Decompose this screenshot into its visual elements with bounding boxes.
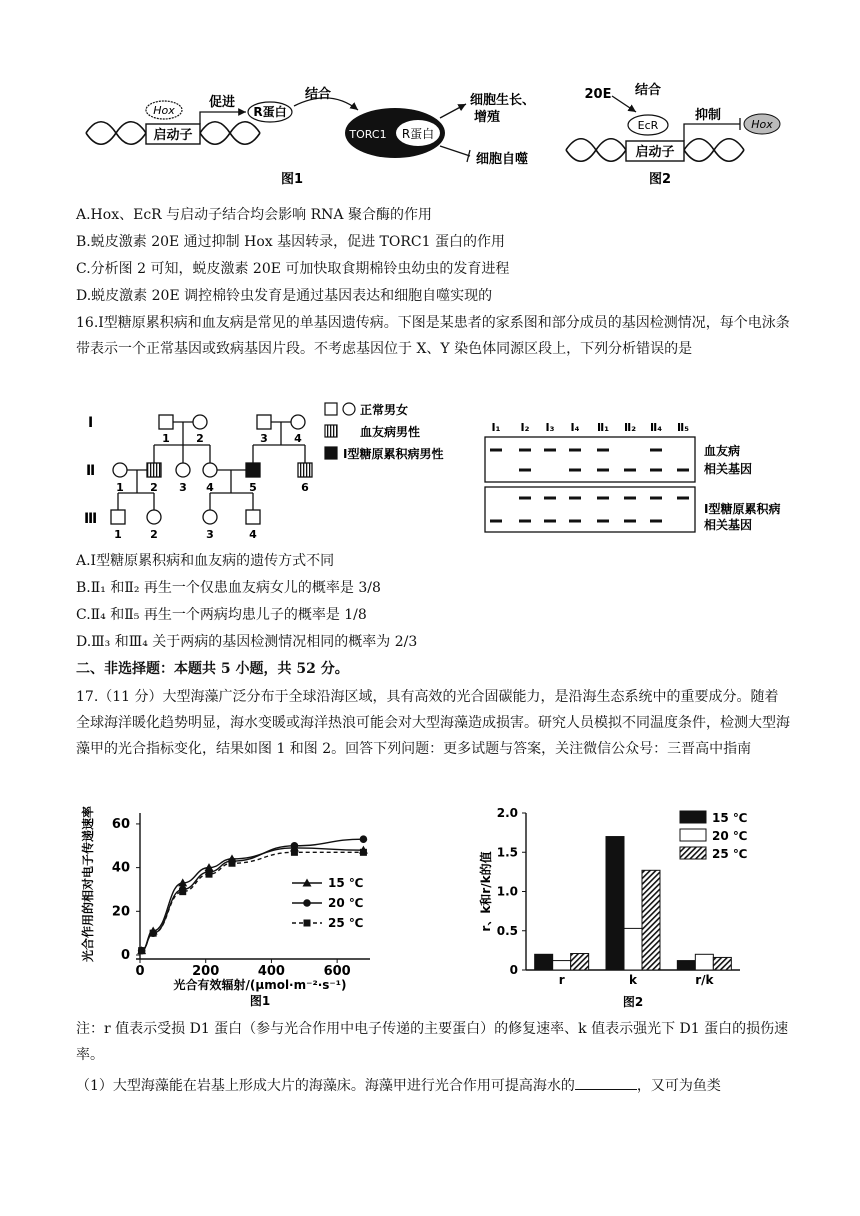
chart-caption: 图2: [622, 995, 644, 1009]
ped-II1-num: 1: [116, 481, 124, 494]
ped-II2-num: 2: [150, 481, 158, 494]
legend-label: 15 ℃: [712, 811, 748, 825]
legend-swatch: [680, 811, 706, 823]
q17-stem: 17.（11 分）大型海藻广泛分布于全球沿海区域，具有高效的光合固碳能力，是沿海生态系统中的重要成分。随着全球海洋暖化趋势明显，海水变暖或海洋热浪可能会对大型海藻造成损害。研究人员模拟不同温度条件，检测大型海藻甲的光合指标变化，结果如图 1 和图 2。回答下列问题：更多试题与答案，关注微信公众号：三晋高中指南: [76, 689, 790, 757]
ped-I1-num: 1: [162, 432, 170, 445]
answer-blank[interactable]: [575, 1075, 637, 1090]
x-tick-label: k: [629, 973, 637, 987]
gen-II-label: Ⅱ: [86, 463, 96, 479]
gel-lane-1: Ⅰ₁: [491, 421, 501, 434]
fig1-growth-label-1: 细胞生长、: [470, 93, 536, 108]
bar: [606, 837, 624, 970]
legend-hemophilia: 血友病男性: [360, 425, 421, 439]
q16-option-c: C.Ⅱ₄ 和Ⅱ₅ 再生一个两病均患儿子的概率是 1/8: [76, 607, 367, 623]
data-point: [150, 930, 157, 937]
bar: [624, 928, 642, 970]
fig2-promoter-label: 启动子: [635, 145, 675, 160]
series-line-2: [142, 839, 364, 950]
data-point: [360, 835, 368, 843]
legend-label: 20 ℃: [712, 829, 748, 843]
bar: [553, 961, 571, 970]
y-tick-label: 0.5: [496, 923, 518, 938]
y-tick-label: 0: [120, 948, 130, 963]
data-point: [360, 849, 367, 856]
bar: [695, 954, 713, 970]
q16-stem: 16.Ⅰ型糖原累积病和血友病是常见的单基因遗传病。下图是某患者的家系图和部分成员的基因检测情况，每个电泳条带表示一个正常基因或致病基因片段。不考虑基因位于 X、Y 染色体同源区段上，下列分析错误的是: [76, 315, 790, 357]
q16-figure: [0, 395, 860, 545]
ped-II4-num: 4: [206, 481, 214, 494]
chart-caption: 图1: [249, 994, 271, 1008]
fig1-bind-label: 结合: [304, 87, 332, 102]
ped-III4-num: 4: [249, 528, 257, 541]
chart-fig2: [470, 795, 770, 1015]
legend-label: 25 ℃: [712, 847, 748, 861]
x-axis-label: 光合有效辐射/(μmol·m⁻²·s⁻¹): [173, 978, 347, 992]
gel-box-hemophilia: [485, 437, 695, 482]
gel-lane-2: Ⅰ₂: [520, 421, 530, 434]
bar: [571, 954, 589, 970]
gel-lane-4: Ⅰ₄: [570, 421, 580, 434]
data-point: [138, 947, 145, 954]
top-figures: [0, 0, 860, 200]
data-point: [179, 888, 186, 895]
gel-lane-8: Ⅱ₅: [676, 421, 690, 434]
y-tick-label: 0: [509, 963, 518, 977]
q15-option-d: D.蜕皮激素 20E 调控棉铃虫发育是通过基因表达和细胞自噬实现的: [76, 288, 493, 304]
data-point: [291, 842, 299, 850]
bar: [642, 870, 660, 970]
bar: [677, 961, 695, 970]
q16-option-b: B.Ⅱ₁ 和Ⅱ₂ 再生一个仅患血友病女儿的概率是 3/8: [76, 580, 381, 596]
y-tick-label: 40: [111, 860, 130, 876]
y-tick-label: 2.0: [496, 806, 518, 820]
gel-lane-6: Ⅱ₂: [623, 421, 637, 434]
section-2-heading: 二、非选择题：本题共 5 小题，共 52 分。: [76, 661, 349, 677]
gel-hemophilia-label-2: 相关基因: [704, 462, 753, 476]
gel-lane-7: Ⅱ₄: [649, 421, 663, 434]
x-tick-label: r/k: [695, 973, 714, 987]
fig2-inhibit-label: 抑制: [694, 108, 722, 123]
ped-III3-num: 3: [206, 528, 214, 541]
gen-I-label: Ⅰ: [88, 415, 94, 431]
gel-lane-3: Ⅰ₃: [545, 421, 555, 434]
fig1-growth-arrow: [440, 104, 466, 118]
y-axis-label: r、k和r/k的值: [479, 851, 493, 932]
fig1-promoter-label: 启动子: [153, 128, 193, 143]
chart-fig1: [70, 795, 400, 1015]
x-tick-label: 200: [192, 964, 220, 979]
gel-lane-5: Ⅱ₁: [596, 421, 610, 434]
ped-III1-num: 1: [114, 528, 122, 541]
x-tick-label: 0: [135, 964, 145, 979]
q17-subquestion-1: [76, 1075, 721, 1096]
y-tick-label: 1.5: [496, 845, 518, 860]
fig1-promote-label: 促进: [208, 95, 236, 110]
gel-bands: [490, 450, 689, 521]
fig1-r-protein2-label: R蛋白: [401, 127, 435, 141]
ped-II6-num: 6: [301, 481, 309, 494]
q16-option-d: D.Ⅲ₃ 和Ⅲ₄ 关于两病的基因检测情况相同的概率为 2/3: [76, 634, 418, 650]
ped-I2-num: 2: [196, 432, 204, 445]
gel-hemophilia-label-1: 血友病: [704, 444, 741, 458]
ped-II3-num: 3: [179, 481, 187, 494]
fig2-caption: 图2: [648, 172, 672, 187]
legend-marker: [304, 920, 311, 927]
legend-swatch: [680, 829, 706, 841]
legend-label: 20 ℃: [328, 896, 364, 910]
bar: [713, 957, 731, 970]
legend-normal: 正常男女: [360, 403, 409, 417]
fig1-caption: 图1: [280, 172, 304, 187]
q15-option-b: B.蜕皮激素 20E 通过抑制 Hox 基因转录，促进 TORC1 蛋白的作用: [76, 234, 505, 250]
data-point: [291, 849, 298, 856]
q17-sub1-text-a: （1）大型海藻能在岩基上形成大片的海藻床。海藻甲进行光合作用可提高海水的: [76, 1078, 575, 1094]
legend-label: 25 ℃: [328, 916, 364, 930]
fig1-r-protein-label: R蛋白: [253, 105, 287, 119]
q17-note: 注：r 值表示受损 D1 蛋白（参与光合作用中电子传递的主要蛋白）的修复速率、k 值表示强光下 D1 蛋白的损伤速率。: [76, 1021, 789, 1063]
fig1-growth-label-2: 增殖: [474, 110, 501, 125]
y-tick-label: 60: [111, 816, 130, 832]
q16-option-a: A.Ⅰ型糖原累积病和血友病的遗传方式不同: [76, 553, 335, 569]
fig1-transcribe-arrow: [200, 112, 246, 124]
legend-swatch: [680, 847, 706, 859]
bar: [535, 954, 553, 970]
x-tick-label: r: [558, 973, 565, 987]
fig2-hox-label: Hox: [751, 118, 773, 131]
ped-II5-num: 5: [249, 481, 257, 494]
fig1-torc1-label: TORC1: [349, 128, 387, 141]
y-axis-label: 光合作用的相对电子传递速率: [81, 805, 95, 963]
ped-I3-num: 3: [260, 432, 268, 445]
ped-III2-num: 2: [150, 528, 158, 541]
legend-marker: [303, 899, 311, 907]
gel-box-gsd: [485, 487, 695, 532]
q15-option-a: A.Hox、EcR 与启动子结合均会影响 RNA 聚合酶的作用: [76, 207, 432, 223]
legend-label: 15 ℃: [328, 876, 364, 890]
legend-gsd: Ⅰ型糖原累积病男性: [343, 447, 444, 461]
ped-I4-num: 4: [294, 432, 302, 445]
gel-gsd-label-1: Ⅰ型糖原累积病: [704, 502, 781, 516]
fig1-autophagy-inhibit: [440, 146, 470, 162]
fig1-hox-label: Hox: [153, 104, 175, 117]
x-tick-label: 400: [257, 964, 285, 979]
x-tick-label: 600: [323, 964, 351, 979]
fig2-bind-arrow: [612, 96, 636, 112]
y-tick-label: 1.0: [496, 884, 518, 899]
fig2-20e-label: 20E: [584, 87, 612, 102]
fig2-ecr-label: EcR: [637, 119, 659, 132]
q17-sub1-text-b: ，又可为鱼类: [636, 1078, 721, 1094]
gel-gsd-label-2: 相关基因: [704, 518, 753, 532]
data-point: [229, 860, 236, 867]
y-tick-label: 20: [111, 904, 130, 920]
gen-III-label: Ⅲ: [84, 511, 98, 527]
fig2-bind-label: 结合: [634, 83, 662, 98]
fig1-autophagy-label: 细胞自噬: [476, 152, 529, 167]
q15-option-c: C.分析图 2 可知，蜕皮激素 20E 可加快取食期棉铃虫幼虫的发育进程: [76, 261, 510, 277]
data-point: [206, 871, 213, 878]
